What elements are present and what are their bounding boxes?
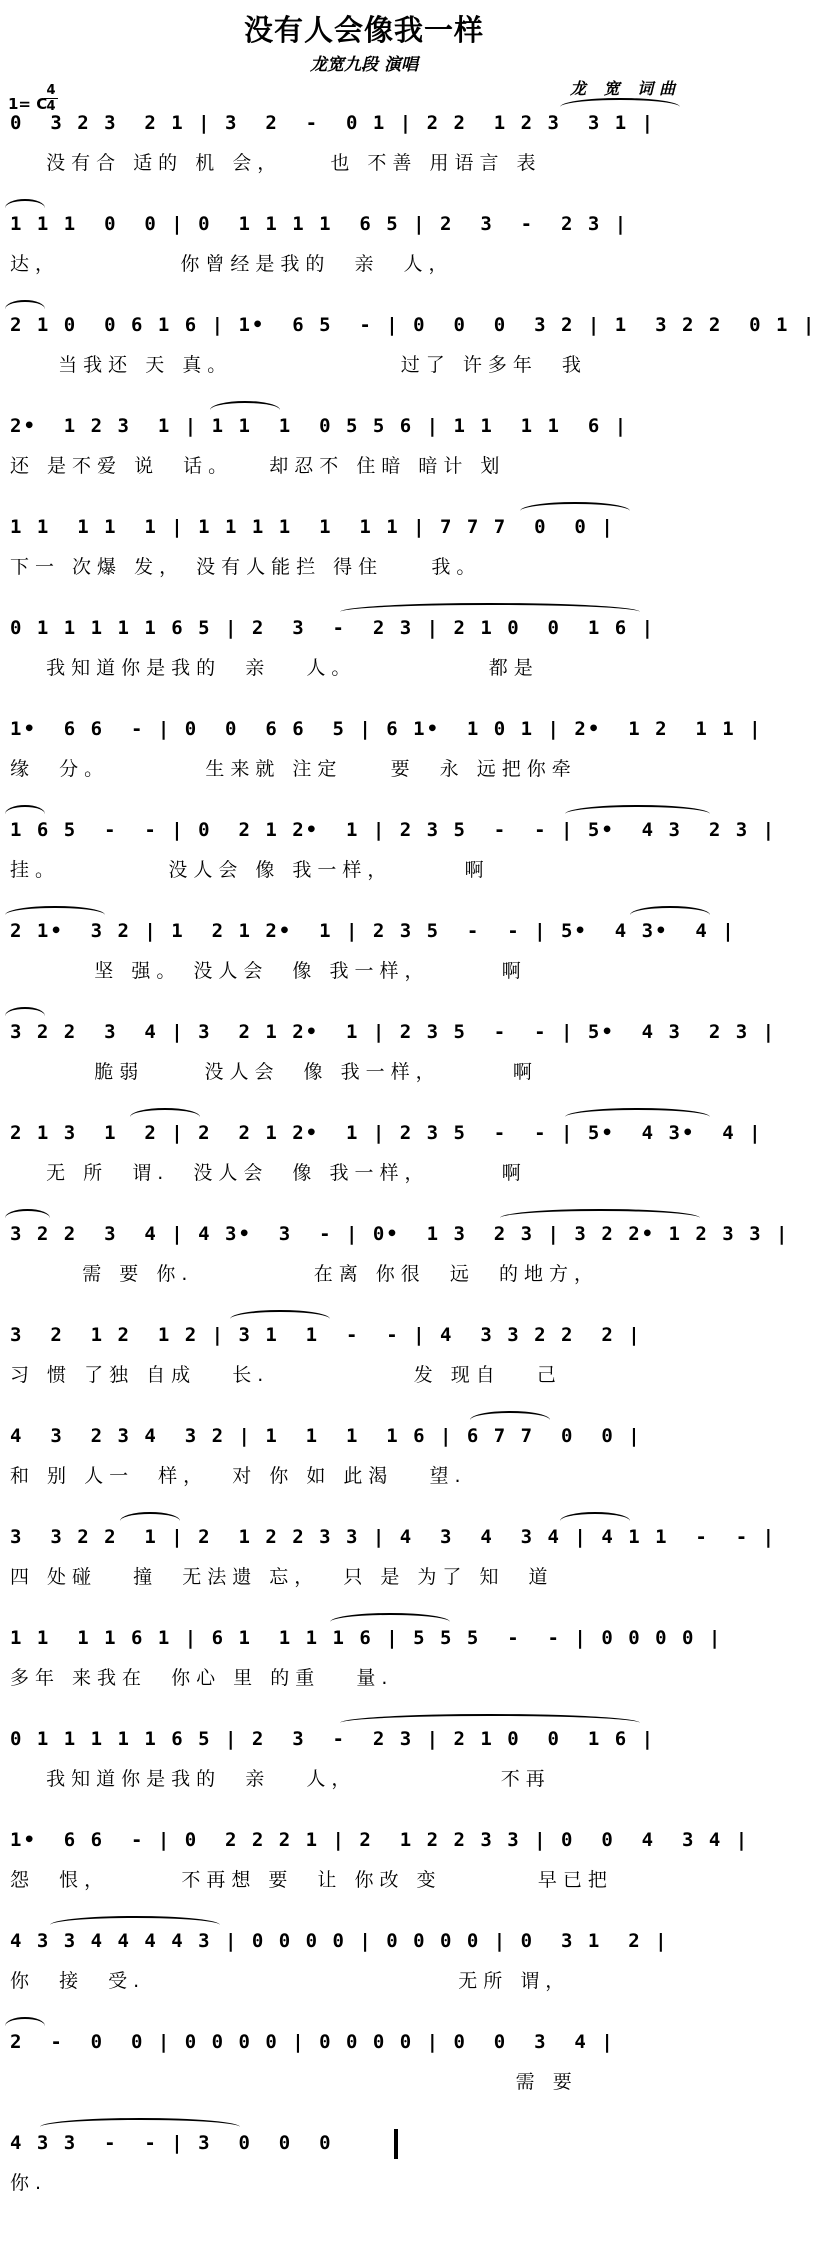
notation-line: 3 2 2 3 4 | 3 2 1 2• 1 | 2 3 5 - - | 5• 4 3 2 3 |: [10, 1021, 777, 1043]
slur-mark: [560, 98, 680, 116]
slur-mark: [5, 2017, 45, 2035]
slur-mark: [520, 502, 630, 520]
notation-line: 1 6 5 - - | 0 2 1 2• 1 | 2 3 5 - - | 5• 4 3 2 3 |: [10, 819, 777, 841]
lyrics-line: 无 所 谓. 没人会 像 我一样， 啊: [10, 1162, 527, 1184]
notation-line: 0 1 1 1 1 1 6 5 | 2 3 - 2 3 | 2 1 0 0 1 6 |: [10, 1728, 656, 1750]
slur-mark: [5, 300, 45, 318]
notation-line: 3 2 1 2 1 2 | 3 1 1 - - | 4 3 3 2 2 2 |: [10, 1324, 642, 1346]
slur-mark: [130, 1108, 200, 1126]
lyrics-line: 你 接 受. 无所 谓，: [10, 1970, 571, 1992]
lyrics-line: 我知道你是我的 亲 人。 都是: [10, 657, 539, 679]
slur-mark: [565, 1108, 710, 1126]
lyrics-line: 没有合 适的 机 会， 也 不善 用语言 表: [10, 152, 542, 174]
lyrics-line: 习 惯 了独 自成 长. 发 现自 己: [10, 1364, 562, 1386]
final-barline: [394, 2129, 398, 2159]
score-system: [0, 2132, 728, 2252]
key-signature: 1= C: [8, 95, 48, 113]
lyrics-line: 我知道你是我的 亲 人， 不再: [10, 1768, 551, 1790]
slur-mark: [5, 805, 45, 823]
slur-mark: [330, 1613, 450, 1631]
slur-mark: [5, 199, 45, 217]
slur-mark: [500, 1209, 700, 1227]
notation-line: 4 3 2 3 4 3 2 | 1 1 1 1 6 | 6 7 7 0 0 |: [10, 1425, 642, 1447]
meter-top: 4: [46, 83, 56, 98]
slur-mark: [560, 1512, 630, 1530]
notation-line: 1• 6 6 - | 0 2 2 2 1 | 2 1 2 2 3 3 | 0 0 4 3 4 |: [10, 1829, 750, 1851]
lyrics-line: 还 是不爱 说 话。 却忍不 住暗 暗计 划: [10, 455, 506, 477]
notation-line: 2• 1 2 3 1 | 1 1 1 0 5 5 6 | 1 1 1 1 6 |: [10, 415, 629, 437]
notation-line: 4 3 3 4 4 4 4 3 | 0 0 0 0 | 0 0 0 0 | 0 3 1 2 |: [10, 1930, 669, 1952]
notation-line: 2 - 0 0 | 0 0 0 0 | 0 0 0 0 | 0 0 3 4 |: [10, 2031, 615, 2053]
notation-line: 1 1 1 1 6 1 | 6 1 1 1 1 6 | 5 5 5 - - | 0 0 0 0 |: [10, 1627, 723, 1649]
lyrics-line: 怨 恨， 不再想 要 让 你改 变 早已把: [10, 1869, 613, 1891]
lyrics-line: 脆弱 没人会 像 我一样， 啊: [10, 1061, 538, 1083]
slur-mark: [470, 1411, 550, 1429]
slur-mark: [565, 805, 710, 823]
notation-line: 1 1 1 1 1 | 1 1 1 1 1 1 1 | 7 7 7 0 0 |: [10, 516, 615, 538]
slur-mark: [340, 603, 640, 621]
notation-line: 2 1 0 0 6 1 6 | 1• 6 5 - | 0 0 0 3 2 | 1 3 2 2 0 1 |: [10, 314, 816, 336]
notation-line: 4 3 3 - - | 3 0 0 0: [10, 2132, 333, 2154]
notation-line: 2 1 3 1 2 | 2 2 1 2• 1 | 2 3 5 - - | 5• 4 3• 4 |: [10, 1122, 763, 1144]
lyrics-line: 缘 分。 生来就 注定 要 永 远把你牵: [10, 758, 577, 780]
lyrics-line: 需 要: [10, 2071, 578, 2093]
slur-mark: [630, 906, 710, 924]
notation-line: 1 1 1 0 0 | 0 1 1 1 1 6 5 | 2 3 - 2 3 |: [10, 213, 629, 235]
slur-mark: [210, 401, 280, 419]
lyrics-line: 下一 次爆 发， 没有人能拦 得住 我。: [10, 556, 482, 578]
performer-line: 龙宽九段 演唱: [310, 55, 418, 75]
slur-mark: [340, 1714, 640, 1732]
slur-mark: [5, 1007, 45, 1025]
notation-line: 3 3 2 2 1 | 2 1 2 2 3 3 | 4 3 4 3 4 | 4 1 1 - - |: [10, 1526, 777, 1548]
lyrics-line: 多年 来我在 你心 里 的重 量.: [10, 1667, 394, 1689]
lyrics-line: 需 要 你. 在离 你很 远 的地方，: [10, 1263, 599, 1285]
notation-line: 0 3 2 3 2 1 | 3 2 - 0 1 | 2 2 1 2 3 3 1 |: [10, 112, 656, 134]
credits: 龙 宽 词曲: [570, 79, 682, 98]
slur-mark: [5, 1209, 50, 1227]
time-signature: [44, 84, 58, 113]
lyrics-line: 达， 你曾经是我的 亲 人，: [10, 253, 454, 275]
lyrics-line: 坚 强。 没人会 像 我一样， 啊: [10, 960, 527, 982]
slur-mark: [40, 2118, 240, 2136]
slur-mark: [230, 1310, 330, 1328]
lyrics-line: 当我还 天 真。 过了 许多年 我: [10, 354, 587, 376]
slur-mark: [5, 906, 105, 924]
slur-mark: [120, 1512, 180, 1530]
notation-line: 0 1 1 1 1 1 6 5 | 2 3 - 2 3 | 2 1 0 0 1 6 |: [10, 617, 656, 639]
notation-line: 2 1• 3 2 | 1 2 1 2• 1 | 2 3 5 - - | 5• 4 3• 4 |: [10, 920, 736, 942]
lyrics-line: 和 别 人一 样， 对 你 如 此渴 望.: [10, 1465, 467, 1487]
song-title: 没有人会像我一样: [243, 13, 484, 47]
meter-bottom: 4: [46, 99, 56, 114]
notation-line: 3 2 2 3 4 | 4 3• 3 - | 0• 1 3 2 3 | 3 2 2• 1 2 3 3 |: [10, 1223, 790, 1245]
lyrics-line: 你.: [10, 2172, 48, 2194]
lyrics-line: 挂。 没人会 像 我一样， 啊: [10, 859, 490, 881]
lyrics-line: 四 处碰 撞 无法遗 忘， 只 是 为了 知 道: [10, 1566, 554, 1588]
slur-mark: [50, 1916, 220, 1934]
notation-line: 1• 6 6 - | 0 0 6 6 5 | 6 1• 1 0 1 | 2• 1 2 1 1 |: [10, 718, 763, 740]
